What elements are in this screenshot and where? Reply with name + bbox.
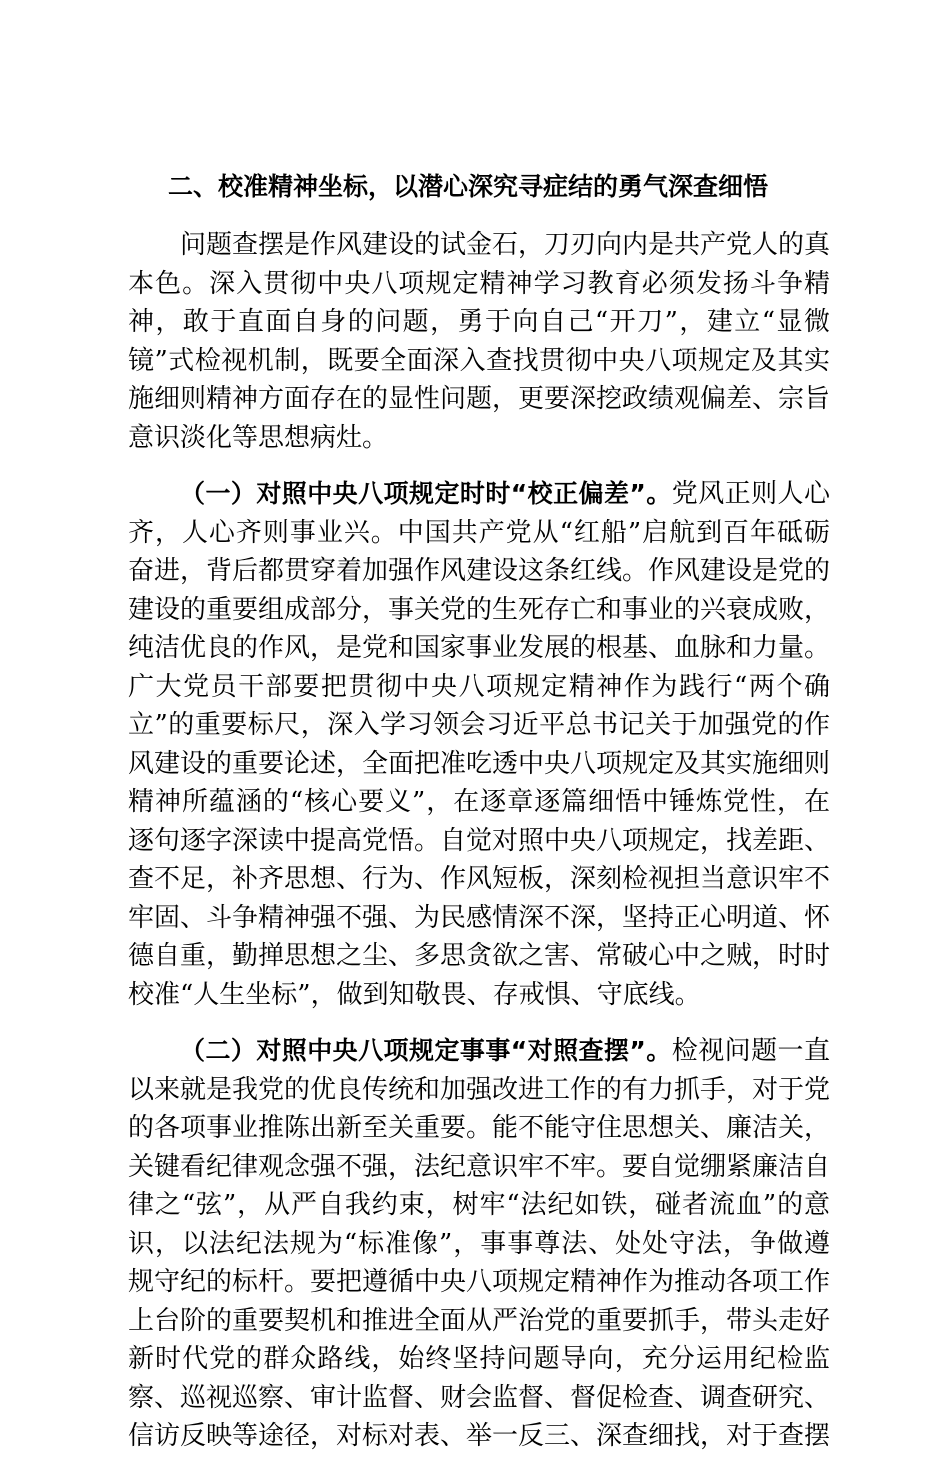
section-heading: 二、校准精神坐标，以潜心深究寻症结的勇气深查细悟 xyxy=(168,172,769,201)
section-1-body: 党风正则人心齐，人心齐则事业兴。中国共产党从“红船”启航到百年砥砺奋进，背后都贯穿着加强作风建设这条红线。作风建设是党的建设的重要组成部分，事关党的生死存亡和事业的兴衰成败，纯洁优良的作风，是党和国家事业发展的根基、血脉和力量。广大党员干部要把贯彻中央八项规定精神作为践行“两个确立”的重要标尺，深入学习领会习近平总书记关于加强党的作风建设的重要论述，全面把准吃透中央八项规定及其实施细则精神所蕴涵的“核心要义”，在逐章逐篇细悟中锤炼党性，在逐句逐字深读中提高党悟。自觉对照中央八项规定，找差距、查不足，补齐思想、行为、作风短板，深刻检视担当意识牢不牢固、斗争精神强不强、为民感情深不深，坚持正心明道、怀德自重，勤掸思想之尘、多思贪欲之害、常破心中之贼，时时校准“人生坐标”，做到知敬畏、存戒惧、守底线。 xyxy=(128,479,831,1010)
section-2-lead: （二）对照中央八项规定事事“对照查摆”。 xyxy=(180,1036,672,1065)
section-1-lead: （一）对照中央八项规定时时“校正偏差”。 xyxy=(180,479,672,508)
section-1-paragraph xyxy=(128,475,830,1014)
document-body xyxy=(128,168,830,1474)
section-2-paragraph xyxy=(128,1032,830,1456)
section-2-body: 检视问题一直以来就是我党的优良传统和加强改进工作的有力抓手，对于党的各项事业推陈出新至关重要。能不能守住思想关、廉洁关，关键看纪律观念强不强，法纪意识牢不牢。要自觉绷紧廉洁自律之“弦”，从严自我约束，树牢“法纪如铁，碰者流血”的意识，以法纪法规为“标准像”，事事尊法、处处守法，争做遵规守纪的标杆。要把遵循中央八项规定精神作为推动各项工作上台阶的重要契机和推进全面从严治党的重要抓手，带头走好新时代党的群众路线，始终坚持问题导向，充分运用纪检监察、巡视巡察、审计监督、财会监督、督促检查、调查研究、信访反映等途径，对标对表、举一反三、深查细找，对于查摆 xyxy=(128,1036,831,1451)
intro-paragraph: 问题查摆是作风建设的试金石，刀刃向内是共产党人的真本色。深入贯彻中央八项规定精神学习教育必须发扬斗争精神，敢于直面自身的问题，勇于向自己“开刀”，建立“显微镜”式检视机制，既要全面深入查找贯彻中央八项规定及其实施细则精神方面存在的显性问题，更要深挖政绩观偏差、宗旨意识淡化等思想病灶。 xyxy=(128,230,831,453)
